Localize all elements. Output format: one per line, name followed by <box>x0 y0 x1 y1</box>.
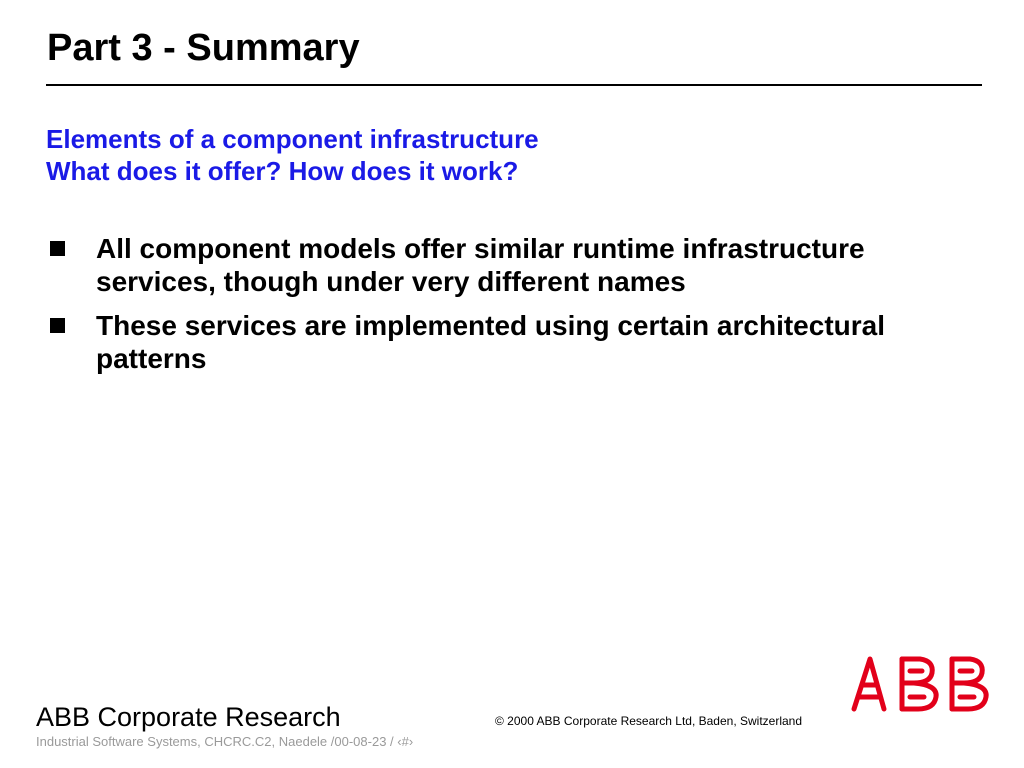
slide-subtitle <box>46 123 539 187</box>
footer-meta: Industrial Software Systems, CHCRC.C2, Naedele /00-08-23 / ‹#› <box>36 734 414 749</box>
bullet-text: All component models offer similar runtime infrastructure services, though under very different names <box>96 233 865 297</box>
square-bullet-icon <box>50 318 65 333</box>
square-bullet-icon <box>50 241 65 256</box>
slide-title: Part 3 - Summary <box>47 27 360 69</box>
subtitle-line-2: What does it offer? How does it work? <box>46 156 519 186</box>
bullet-text: These services are implemented using certain architectural patterns <box>96 310 886 374</box>
bullet-item <box>46 309 976 375</box>
bullet-list <box>46 232 976 386</box>
title-divider <box>46 84 982 86</box>
abb-logo-icon <box>848 653 996 718</box>
footer-copyright: © 2000 ABB Corporate Research Ltd, Baden, Switzerland <box>495 714 803 728</box>
bullet-item <box>46 232 976 298</box>
footer-organization: ABB Corporate Research <box>36 702 341 732</box>
subtitle-line-1: Elements of a component infrastructure <box>46 124 539 154</box>
